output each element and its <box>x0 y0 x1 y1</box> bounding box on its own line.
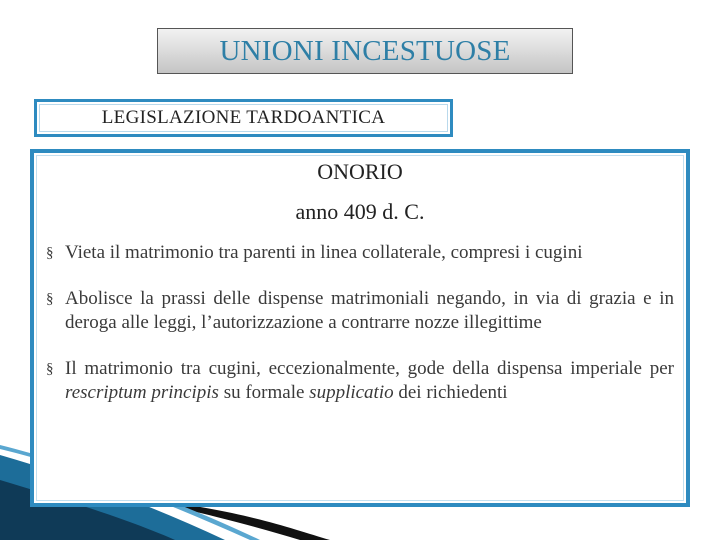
content-box <box>30 149 690 507</box>
bullet-emphasis: supplicatio <box>309 382 394 403</box>
list-item <box>46 241 674 266</box>
list-item <box>46 287 674 336</box>
page-title: UNIONI INCESTUOSE <box>219 34 511 67</box>
bullet-text-part: dei richiedenti <box>393 382 508 403</box>
bullet-icon: § <box>46 290 54 307</box>
content-heading-name: ONORIO <box>317 159 403 184</box>
subtitle: LEGISLAZIONE TARDOANTICA <box>101 107 386 128</box>
bullet-text-part: Il matrimonio tra cugini, eccezionalmente, gode della dispensa imperiale per <box>65 357 674 379</box>
bullet-emphasis: rescriptum principis <box>65 382 219 403</box>
subtitle-box <box>34 99 453 137</box>
bullet-text-part: su formale <box>218 382 310 403</box>
bullet-list <box>46 241 674 427</box>
bullet-text: Vieta il matrimonio tra parenti in linea collaterale, compresi i cugini <box>65 242 583 263</box>
bullet-text: Abolisce la prassi delle dispense matrimoniali negando, in via di grazia e in deroga alle leggi, l’autorizzazione a contrarre nozze illegittime <box>65 287 674 333</box>
content-heading-date: anno 409 d. C. <box>295 199 425 224</box>
list-item <box>46 357 674 406</box>
bullet-icon: § <box>46 360 54 377</box>
bullet-text <box>65 358 674 404</box>
title-box <box>157 28 573 74</box>
bullet-icon: § <box>46 245 54 261</box>
